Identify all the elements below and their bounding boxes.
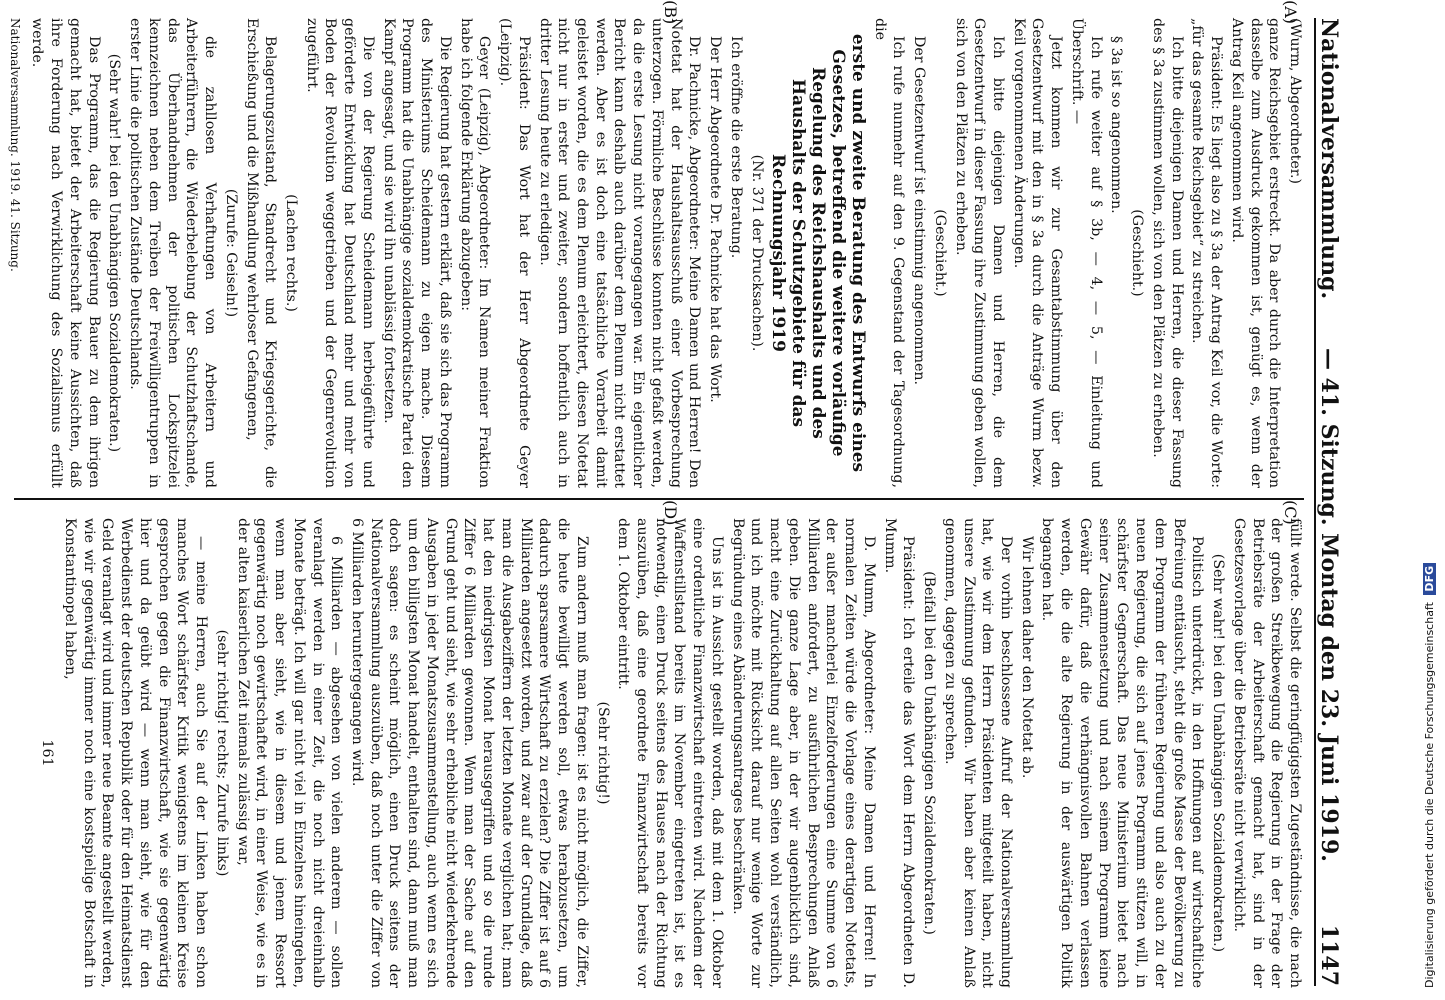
paragraph: Der vorhin beschlossene Aufruf der Nationalversammlung hat, wie wir dem Herrn Präsidenten mitgeteilt haben, nicht unsere Zustimmung gefunden. Wir haben aber keinen Anlaß genommen, dagegen zu sprechen. (941, 518, 1014, 988)
margin-marker-a: (A) (1281, 0, 1300, 25)
paragraph: ganze Reichsgebiet erstreckt. Da aber durch die Interpretation dasselbe zum Ausdruck gekommen ist, genügt es, wenn der Antrag Keil angenommen wird. (1228, 18, 1283, 488)
paragraph: Uns ist in Aussicht gestellt worden, daß mit dem 1. Oktober eine ordentliche Finanzwirtschaft eintreten wird. Nachdem der Waffenstillstand bereits im November eingetreten ist, ist es notwendig, einen Druck seitens des Hauses nach der Richtung auszuüben, daß eine geordnete Finanzwirtschaft bereits vor dem 1. Oktober eintritt. (615, 518, 725, 988)
paragraph: Präsident: Das Wort hat der Herr Abgeordnete Geyer (Leipzig). (497, 18, 532, 488)
paragraph: Geyer (Leipzig), Abgeordneter: Im Namen meiner Fraktion habe ich folgende Erklärung abzugeben: (457, 18, 493, 488)
paragraph: (Sehr richtig!) (594, 701, 611, 805)
paragraph: Präsident: Es liegt also zu § 3a der Antrag Keil vor, die Worte: „für das gesamte Reichsgebiet“ zu streichen. (1189, 18, 1225, 488)
page-header (1314, 18, 1372, 986)
paragraph: (Zurufe: Geiseln!) (222, 188, 239, 318)
paragraph: (Beifall bei den Unabhängigen Sozialdemokraten.) (921, 571, 938, 935)
paragraph: D. Mumm, Abgeordneter: Meine Damen und Herren! In normalen Zeiten würde die Vorlage eines derartigen Notetats, der außer mancherlei Einzelforderungen eine Summe von 6 Milliarden anfordert, zu ausführlichen Besprechungen Anlaß geben. Die ganze Lage aber, in der wir augenblicklich sind, macht eine Zurückhaltung auf allen Seiten wohl verständlich, und ich möchte mit Rücksicht darauf nur wenige Worte zur Begründung eines Abänderungsantrages beschränken. (729, 518, 877, 988)
left-column (4, 18, 1304, 488)
paragraph: 6 Milliarden — abgesehen von vielen anderem — sollen veranlagt werden in einer Zeit, die noch nicht dreieinhalb Monate beträgt. Ich will gar nicht viel in Einzelnes hineingehen, wenn man aber sieht, wie in diesem und jenem Ressort gegenwärtig noch gewirtschaftet wird, in einer Weise, wie es in der alten kaiserlichen Zeit niemals zulässig war, (234, 518, 345, 988)
margin-marker-d: (D) (661, 500, 680, 526)
header-left: Nationalversammlung. (1316, 18, 1342, 300)
paragraph: Präsident: Ich erteile das Wort dem Herrn Abgeordneten D. Mumm. (881, 518, 917, 988)
footer-left: Nationalversammlung. 1919. 41. Sitzung. (7, 18, 22, 272)
paragraph: Dr. Pachnicke, Abgeordneter: Meine Damen und Herren! Den Notetat hat der Haushaltsausschuß einer Vorbesprechung unterzogen. Förmliche Beschlüsse konnten nicht gefaßt werden, da die erste Lesung nicht vorangegangen war. Ein eigentlicher Bericht kann deshalb auch darüber dem Plenum nicht erstattet werden. Aber es ist doch eine tatsächliche Vorarbeit damit geleistet worden, die es dem Plenum erleichtert, diesen Notetat nicht nur in erster und zweiter, sondern hoffentlich auch in dritter Lesung heute zu erledigen. (536, 18, 703, 488)
agenda-heading: erste und zweite Beratung des Entwurfs eines Gesetzes, betreffend die weitere vorläufige Regelung des Reichshaushalts und des Haushalts der Schutzgebiete für das Rechnungsjahr 1919 (767, 33, 868, 473)
digitization-sidebar (1407, 12, 1436, 988)
paragraph: Die Regierung hat gestern erklärt, daß sie sich das Programm des Ministeriums Scheidemann zu eigen mache. Diesem Programm hat die Unabhängige sozialdemokratische Partei den Kampf angesagt, und sie wird ihn unablässig fortsetzen. (380, 18, 453, 488)
paragraph: Wir lehnen daher den Notetat ab. (1018, 536, 1035, 779)
margin-marker-b: (B) (661, 0, 680, 25)
paragraph: Die von der Regierung Scheidemann herbeigeführte und geförderte Entwicklung hat Deutschland mehr und mehr von Boden der Revolution weggetrieben und der Gegenrevolution zugeführt. (303, 18, 376, 488)
paragraph: Der Gesetzentwurf ist einstimmig angenommen. (911, 36, 928, 386)
paragraph: die zahllosen Verhaftungen von Arbeitern und Arbeiterführern, die Wiederbelebung der Schutzhaftschande, das Überhandnehmen der politischen Lockspitzelei kennzeichnen neben dem Treiben der Freiwilligentruppen in erster Linie die politischen Zustände Deutschlands. (127, 18, 219, 488)
paragraph: Der Herr Abgeordnete Dr. Pachnicke hat das Wort. (707, 36, 724, 403)
paragraph: füllt werde. Selbst die geringfügigsten Zugeständnisse, die nach der großen Streikbewegung die Regierung in der Frage der Betriebsräte der Arbeiterschaft gemacht hat, sind in der Gesetzesvorlage über die Betriebsräte nicht verwirklicht. (1230, 518, 1303, 988)
paragraph: (Geschieht.) (931, 209, 948, 297)
column-divider (14, 498, 1304, 500)
paragraph: Zum andern muß man fragen: ist es nicht möglich, die Ziffer, die heute bewilligt werden soll, etwas herabzusetzen, um dadurch sparsamere Wirtschaft zu erzielen? Die Ziffer ist auf 6 Milliarden angesetzt worden, und zwar auf der Grundlage, daß man die Ausgabeziffern der letzten Monate verglichen hat; man hat den niedrigsten Monat herausgegriffen und so die runde Ziffer 6 Milliarden gewonnen. Wenn man der Sache auf den Grund geht und sieht, wie sehr erhebliche nicht wiederkehrende Ausgaben in jeder Monatszusammenstellung, auch wenn es sich um den billigsten Monat handelt, enthalten sind, dann muß man doch sagen: es scheint möglich, einen Druck seitens der Nationalversammlung auszuüben, daß noch unter die Ziffer von 6 Milliarden heruntergegangen wird. (349, 518, 590, 988)
paragraph: § 3a ist so angenommen. (1108, 36, 1125, 214)
paragraph: Politisch unterdrückt, in den Hoffnungen auf wirtschaftliche Befreiung enttäuscht, steht die große Masse der Bevölkerung zu dem Programm der früheren Regierung und also auch zu der neuen Regierung, die sich auf jenes Programm stützen will, in schärfster Gegnerschaft. Das neue Ministerium bietet nach seiner Zusammensetzung und nach seinem Programm keine Gewähr dafür, daß die verhängnisvollen Bahnen verlassen werden, die die alte Regierung in der auswärtigen Politik begangen hat. (1039, 518, 1206, 988)
page-number: 1147 (1316, 924, 1342, 986)
footer-page-number: 161 (39, 739, 56, 767)
right-column (36, 518, 1304, 988)
paragraph: Ich rufe weiter auf § 3b, — 4, — 5, — Einleitung und Überschrift. — (1068, 18, 1104, 488)
paragraph: — meine Herren, auch Sie auf der Linken haben schon manches Wort schärfster Kritik wenigstens im kleinen Kreise gesprochen gegen die Finanzwirtschaft, wie sie gegenwärtig hier und da geübt wird — wenn man sieht, wie für den Werbedienst der deutschen Republik oder für den Heimatsdienst Geld veranlagt wird und immer neue Beamte angestellt werden, wie wir gegenwärtig immer noch eine kostspielige Botschaft in Konstantinopel haben, (62, 518, 210, 988)
dfg-logo: DFG (1423, 563, 1436, 595)
paragraph: (Wurm, Abgeordneter.) (1287, 18, 1303, 185)
paragraph: Belagerungszustand, Standrecht und Kriegsgerichte, die Erschießung und die Mißhandlung wehrloser Gefangenen, (243, 18, 279, 488)
paragraph: (Sehr wahr! bei den Unabhängigen Sozialdemokraten.) (1210, 553, 1227, 953)
paragraph: Jetzt kommen wir zur Gesamtabstimmung über den Gesetzentwurf mit den in § 3a durch die Anträge Wurm bezw. Keil vorgenommenen Änderungen. (1010, 18, 1065, 488)
paragraph: (Sehr wahr! bei den Unabhängigen Sozialdemokraten.) (106, 53, 123, 453)
paragraph: (Nr. 371 der Drucksachen). (748, 154, 765, 352)
sidebar-text (1423, 12, 1445, 988)
paragraph: Ich rufe nunmehr auf den 9. Gegenstand der Tagesordnung, die (871, 18, 907, 488)
paragraph: Das Programm, das die Regierung Bauer zu dem ihrigen gemacht hat, bietet der Arbeiterschaft keine Aussichten, daß ihre Forderung nach Verwirklichung des Sozialismus erfüllt werde. (29, 18, 102, 488)
paragraph: Ich bitte diejenigen Damen und Herren, die dem Gesetzentwurf in dieser Fassung ihre Zustimmung geben wollen, sich von den Plätzen zu erheben. (952, 18, 1006, 488)
header-center: — 41. Sitzung. Montag den 23. Juni 1919. (1316, 348, 1342, 862)
paragraph: Ich eröffne die erste Beratung. (727, 36, 744, 259)
paragraph: (Geschieht.) (1129, 209, 1146, 297)
paragraph: (Lachen rechts.) (282, 194, 299, 312)
sidebar-caption: Digitalisierung gefördert durch die Deutsche Forschungsgemeinschaft (1423, 602, 1436, 988)
margin-marker-c: (C) (1281, 500, 1300, 525)
paragraph: Ich bitte diejenigen Damen und Herren, die dieser Fassung des § 3a zustimmen wollen, sich von den Plätzen zu erheben. (1149, 18, 1185, 488)
paragraph: (sehr richtig! rechts; Zurufe links) (213, 629, 230, 877)
